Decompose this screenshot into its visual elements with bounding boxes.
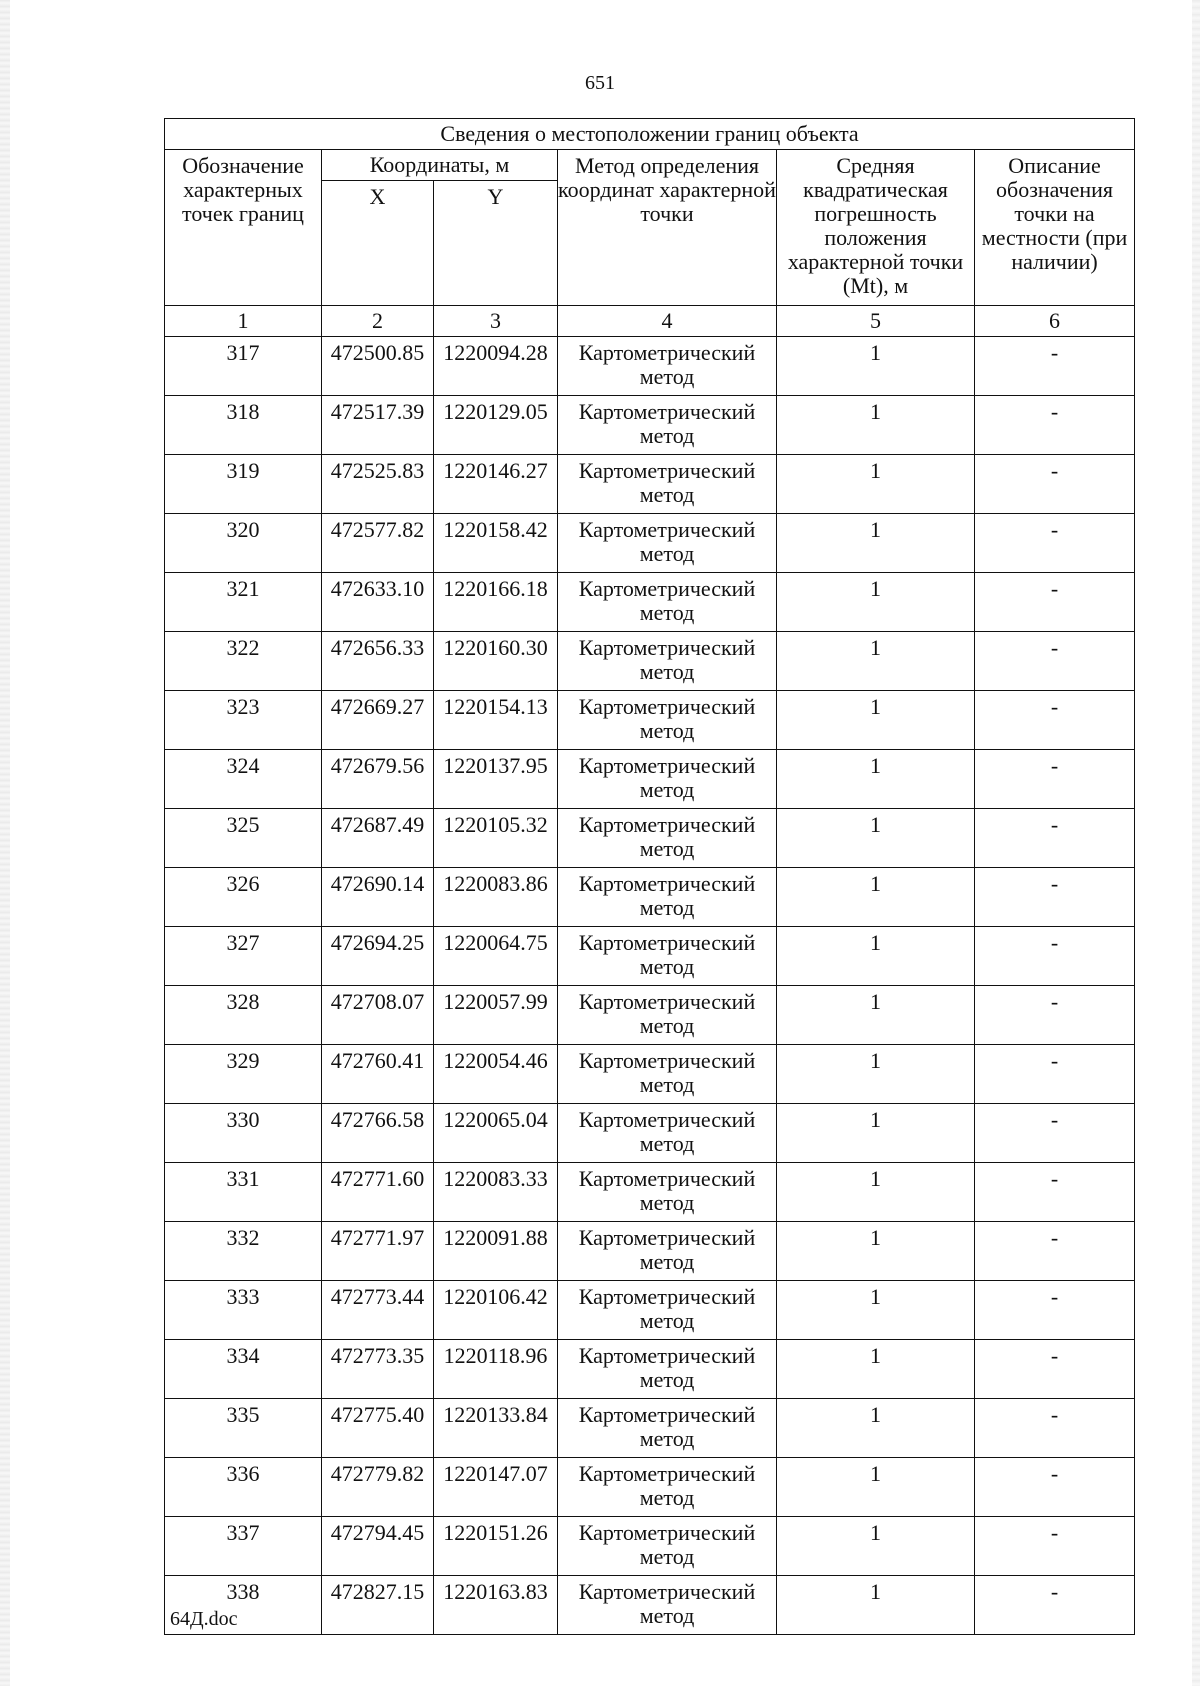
cell-method: Картометрический метод	[558, 1104, 777, 1163]
column-number: 5	[777, 306, 975, 337]
cell-method: Картометрический метод	[558, 750, 777, 809]
table-row	[165, 1222, 1135, 1281]
cell-point: 320	[165, 514, 322, 573]
table-row	[165, 1281, 1135, 1340]
cell-point: 319	[165, 455, 322, 514]
cell-error: 1	[777, 868, 975, 927]
column-number: 4	[558, 306, 777, 337]
cell-description: -	[975, 809, 1135, 868]
cell-x: 472771.97	[322, 1222, 434, 1281]
cell-point: 323	[165, 691, 322, 750]
table-row	[165, 809, 1135, 868]
cell-method: Картометрический метод	[558, 1340, 777, 1399]
page-number: 651	[585, 72, 615, 94]
cell-error: 1	[777, 1222, 975, 1281]
scan-edge-left	[0, 0, 10, 1686]
cell-error: 1	[777, 1340, 975, 1399]
cell-description: -	[975, 868, 1135, 927]
cell-y: 1220154.13	[434, 691, 558, 750]
cell-x: 472669.27	[322, 691, 434, 750]
cell-method: Картометрический метод	[558, 1517, 777, 1576]
cell-x: 472827.15	[322, 1576, 434, 1635]
table-row	[165, 1399, 1135, 1458]
cell-error: 1	[777, 455, 975, 514]
cell-y: 1220057.99	[434, 986, 558, 1045]
table-row	[165, 1163, 1135, 1222]
cell-error: 1	[777, 1163, 975, 1222]
cell-point: 324	[165, 750, 322, 809]
header-error: Средняя квадратическая погрешность положения характерной точки (Mt), м	[777, 150, 975, 306]
cell-error: 1	[777, 1517, 975, 1576]
cell-y: 1220083.86	[434, 868, 558, 927]
cell-y: 1220129.05	[434, 396, 558, 455]
table-row	[165, 1576, 1135, 1635]
header-method: Метод определения координат характерной точки	[558, 150, 777, 306]
column-number: 3	[434, 306, 558, 337]
cell-y: 1220166.18	[434, 573, 558, 632]
table-row	[165, 868, 1135, 927]
table-row	[165, 750, 1135, 809]
cell-x: 472794.45	[322, 1517, 434, 1576]
cell-point: 336	[165, 1458, 322, 1517]
cell-method: Картометрический метод	[558, 868, 777, 927]
cell-point: 328	[165, 986, 322, 1045]
cell-error: 1	[777, 1281, 975, 1340]
scan-edge-right	[1192, 0, 1200, 1686]
table-row	[165, 1104, 1135, 1163]
cell-error: 1	[777, 1104, 975, 1163]
cell-x: 472517.39	[322, 396, 434, 455]
table-body	[165, 337, 1135, 1635]
header-y: Y	[434, 181, 558, 306]
cell-method: Картометрический метод	[558, 1222, 777, 1281]
cell-x: 472771.60	[322, 1163, 434, 1222]
cell-x: 472766.58	[322, 1104, 434, 1163]
cell-description: -	[975, 337, 1135, 396]
cell-method: Картометрический метод	[558, 1045, 777, 1104]
cell-method: Картометрический метод	[558, 1399, 777, 1458]
table-row	[165, 396, 1135, 455]
column-number: 6	[975, 306, 1135, 337]
cell-method: Картометрический метод	[558, 514, 777, 573]
cell-error: 1	[777, 632, 975, 691]
cell-point: 335	[165, 1399, 322, 1458]
cell-description: -	[975, 1045, 1135, 1104]
cell-x: 472687.49	[322, 809, 434, 868]
cell-y: 1220133.84	[434, 1399, 558, 1458]
cell-error: 1	[777, 337, 975, 396]
cell-point: 325	[165, 809, 322, 868]
cell-point: 329	[165, 1045, 322, 1104]
cell-description: -	[975, 927, 1135, 986]
table-row	[165, 1045, 1135, 1104]
cell-method: Картометрический метод	[558, 632, 777, 691]
cell-point: 333	[165, 1281, 322, 1340]
boundary-table	[164, 118, 1135, 1635]
cell-y: 1220064.75	[434, 927, 558, 986]
cell-description: -	[975, 573, 1135, 632]
cell-description: -	[975, 455, 1135, 514]
cell-y: 1220163.83	[434, 1576, 558, 1635]
column-numbers-row	[165, 306, 1135, 337]
cell-point: 322	[165, 632, 322, 691]
cell-description: -	[975, 1576, 1135, 1635]
cell-y: 1220160.30	[434, 632, 558, 691]
cell-method: Картометрический метод	[558, 809, 777, 868]
cell-method: Картометрический метод	[558, 573, 777, 632]
cell-method: Картометрический метод	[558, 396, 777, 455]
cell-x: 472773.44	[322, 1281, 434, 1340]
document-filename: 64Д.doc	[170, 1608, 238, 1630]
cell-point: 332	[165, 1222, 322, 1281]
table-row	[165, 986, 1135, 1045]
cell-x: 472773.35	[322, 1340, 434, 1399]
cell-description: -	[975, 1458, 1135, 1517]
cell-error: 1	[777, 573, 975, 632]
cell-description: -	[975, 1281, 1135, 1340]
cell-error: 1	[777, 809, 975, 868]
column-number: 2	[322, 306, 434, 337]
cell-x: 472679.56	[322, 750, 434, 809]
cell-description: -	[975, 750, 1135, 809]
cell-description: -	[975, 1340, 1135, 1399]
cell-point: 337	[165, 1517, 322, 1576]
cell-point: 330	[165, 1104, 322, 1163]
cell-y: 1220091.88	[434, 1222, 558, 1281]
cell-x: 472656.33	[322, 632, 434, 691]
header-designation: Обозначение характерных точек границ	[165, 150, 322, 306]
cell-description: -	[975, 986, 1135, 1045]
cell-y: 1220054.46	[434, 1045, 558, 1104]
table-row	[165, 691, 1135, 750]
cell-y: 1220106.42	[434, 1281, 558, 1340]
cell-y: 1220151.26	[434, 1517, 558, 1576]
cell-x: 472500.85	[322, 337, 434, 396]
cell-x: 472779.82	[322, 1458, 434, 1517]
cell-x: 472760.41	[322, 1045, 434, 1104]
cell-error: 1	[777, 691, 975, 750]
cell-y: 1220083.33	[434, 1163, 558, 1222]
cell-error: 1	[777, 1576, 975, 1635]
cell-error: 1	[777, 1399, 975, 1458]
table-row	[165, 632, 1135, 691]
cell-description: -	[975, 396, 1135, 455]
cell-y: 1220094.28	[434, 337, 558, 396]
table-row	[165, 1517, 1135, 1576]
cell-description: -	[975, 691, 1135, 750]
cell-y: 1220065.04	[434, 1104, 558, 1163]
cell-x: 472690.14	[322, 868, 434, 927]
cell-method: Картометрический метод	[558, 986, 777, 1045]
cell-point: 318	[165, 396, 322, 455]
cell-error: 1	[777, 1045, 975, 1104]
cell-y: 1220105.32	[434, 809, 558, 868]
table-row	[165, 1458, 1135, 1517]
table-row	[165, 455, 1135, 514]
cell-description: -	[975, 1222, 1135, 1281]
cell-point: 321	[165, 573, 322, 632]
cell-x: 472633.10	[322, 573, 434, 632]
cell-error: 1	[777, 396, 975, 455]
cell-point: 338	[165, 1576, 322, 1635]
table-row	[165, 927, 1135, 986]
cell-point: 331	[165, 1163, 322, 1222]
table-row	[165, 1340, 1135, 1399]
table-row	[165, 573, 1135, 632]
cell-method: Картометрический метод	[558, 337, 777, 396]
table-row	[165, 337, 1135, 396]
header-description: Описание обозначения точки на местности (при наличии)	[975, 150, 1135, 306]
cell-error: 1	[777, 986, 975, 1045]
cell-point: 317	[165, 337, 322, 396]
cell-method: Картометрический метод	[558, 1458, 777, 1517]
cell-error: 1	[777, 514, 975, 573]
table-title: Сведения о местоположении границ объекта	[165, 119, 1135, 150]
cell-method: Картометрический метод	[558, 691, 777, 750]
cell-error: 1	[777, 1458, 975, 1517]
cell-description: -	[975, 1517, 1135, 1576]
cell-y: 1220146.27	[434, 455, 558, 514]
cell-description: -	[975, 514, 1135, 573]
cell-method: Картометрический метод	[558, 1163, 777, 1222]
cell-y: 1220147.07	[434, 1458, 558, 1517]
cell-y: 1220137.95	[434, 750, 558, 809]
header-x: X	[322, 181, 434, 306]
cell-method: Картометрический метод	[558, 1576, 777, 1635]
table-row	[165, 514, 1135, 573]
header-coordinates: Координаты, м	[322, 150, 558, 181]
cell-method: Картометрический метод	[558, 1281, 777, 1340]
cell-description: -	[975, 632, 1135, 691]
column-number: 1	[165, 306, 322, 337]
cell-error: 1	[777, 750, 975, 809]
cell-x: 472775.40	[322, 1399, 434, 1458]
cell-x: 472525.83	[322, 455, 434, 514]
cell-description: -	[975, 1104, 1135, 1163]
cell-point: 334	[165, 1340, 322, 1399]
cell-x: 472577.82	[322, 514, 434, 573]
cell-y: 1220158.42	[434, 514, 558, 573]
cell-point: 326	[165, 868, 322, 927]
cell-method: Картометрический метод	[558, 927, 777, 986]
cell-y: 1220118.96	[434, 1340, 558, 1399]
cell-x: 472694.25	[322, 927, 434, 986]
cell-error: 1	[777, 927, 975, 986]
cell-description: -	[975, 1399, 1135, 1458]
cell-method: Картометрический метод	[558, 455, 777, 514]
cell-point: 327	[165, 927, 322, 986]
cell-x: 472708.07	[322, 986, 434, 1045]
cell-description: -	[975, 1163, 1135, 1222]
